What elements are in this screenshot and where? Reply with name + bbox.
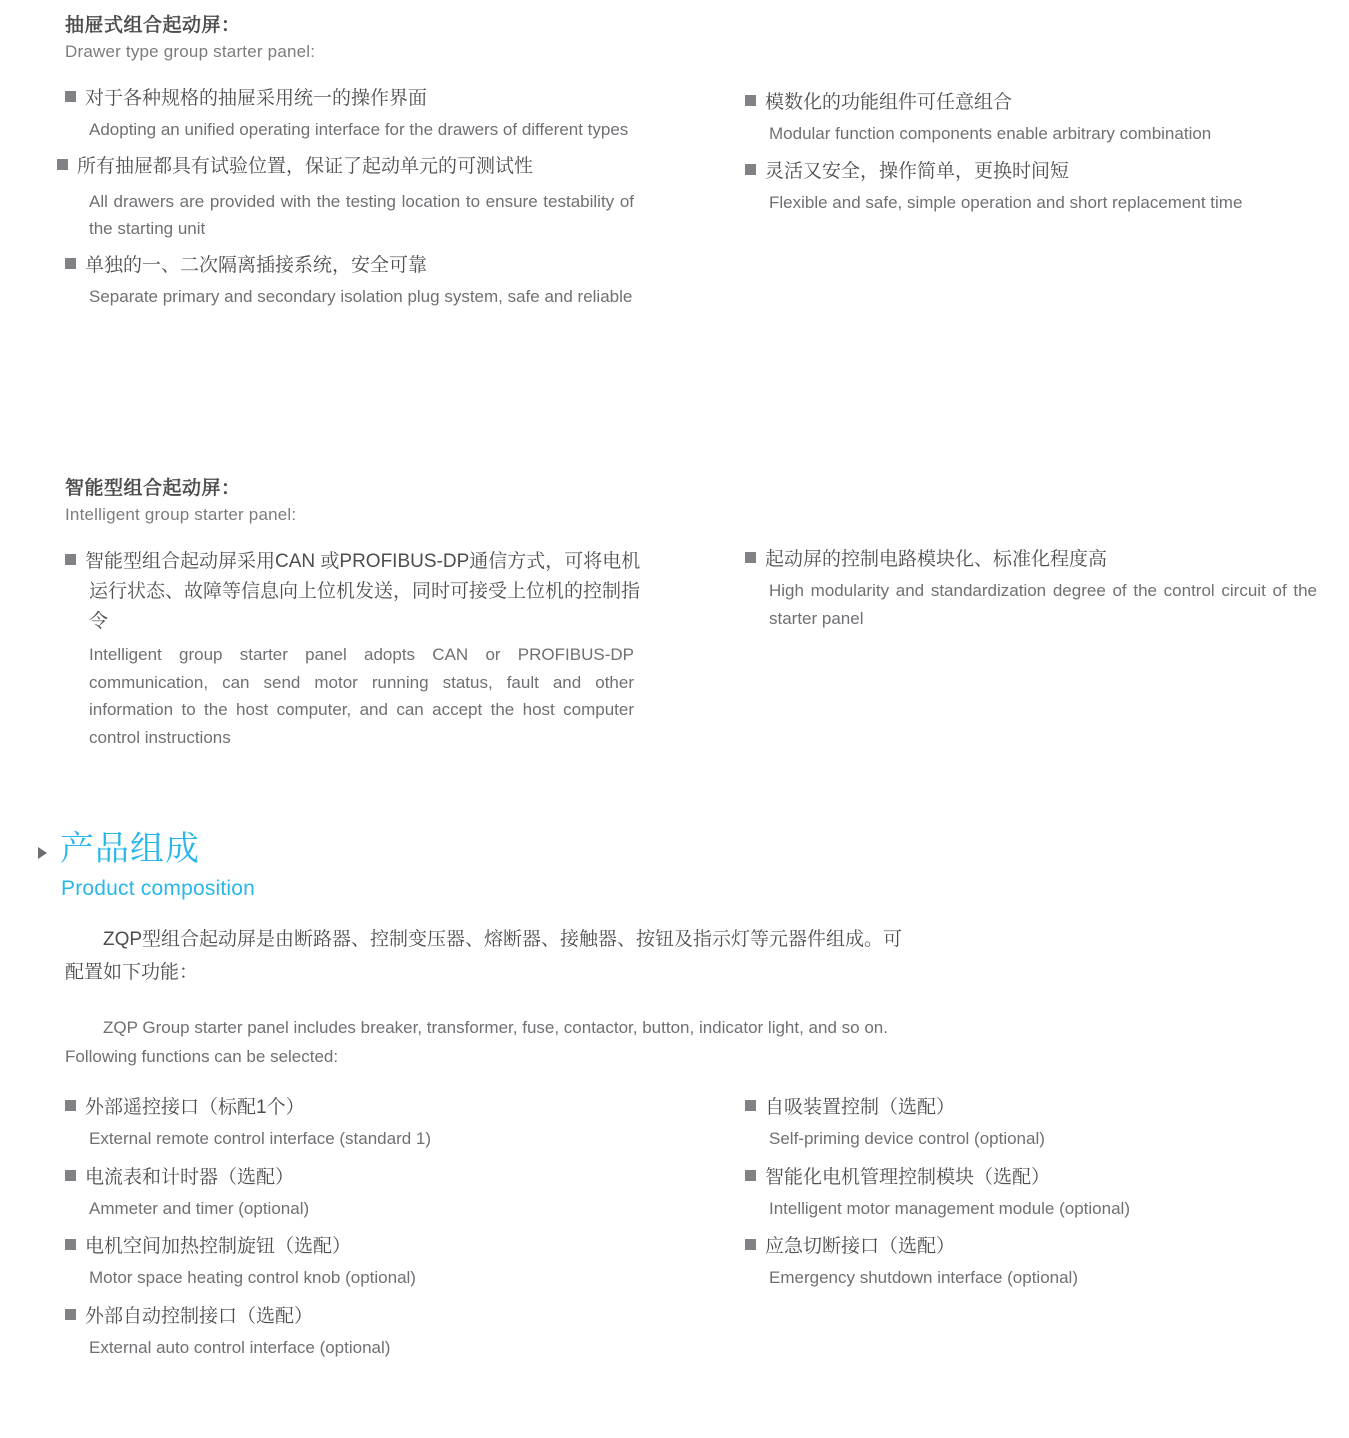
product-section-left: [65, 1093, 640, 1363]
page-subtitle: Product composition: [61, 876, 256, 900]
page-title: 产品组成: [60, 830, 200, 868]
square-bullet-icon: [745, 164, 756, 175]
product-paragraph-cn: ZQP型组合起动屏是由断路器、控制变压器、熔断器、接触器、按钮及指示灯等元器件组成。可配置如下功能：: [65, 929, 903, 983]
list-item: [65, 1093, 640, 1153]
product-paragraph-en: ZQP Group starter panel includes breaker, transformer, fuse, contactor, button, indicator light, and so on. Following functions can be selected:: [65, 1018, 888, 1067]
square-bullet-icon: [745, 95, 756, 106]
square-bullet-icon: [65, 91, 76, 102]
bullet-line: [65, 84, 640, 114]
bullet-label-cn: 模数化的功能组件可任意组合: [765, 92, 1013, 113]
bullet-label-en: Flexible and safe, simple operation and short replacement time: [769, 192, 1243, 212]
bullet-label-en: All drawers are provided with the testing location to ensure testability of the starting unit: [89, 191, 634, 239]
list-item: [65, 251, 640, 311]
intelligent-title-en: Intelligent group starter panel:: [65, 505, 297, 524]
bullet-line: [65, 1302, 640, 1332]
list-item: [65, 1232, 640, 1292]
square-bullet-icon: [745, 1239, 756, 1250]
bullet-label-en: Modular function components enable arbitrary combination: [769, 124, 1212, 144]
square-bullet-icon: [65, 1170, 76, 1181]
bullet-line: [65, 1163, 640, 1193]
bullet-label-en: Separate primary and secondary isolation plug system, safe and reliable: [89, 286, 633, 306]
square-bullet-icon: [65, 258, 76, 269]
bullet-label-cn: 智能化电机管理控制模块（选配）: [765, 1166, 1051, 1188]
bullet-label-cn: 所有抽屉都具有试验位置，保证了起动单元的可测试性: [77, 155, 534, 177]
bullet-label-cn: 智能型组合起动屏采用CAN 或PROFIBUS-DP通信方式，可将电机运行状态、故障等信息向上位机发送，同时可接受上位机的控制指令: [85, 551, 641, 633]
square-bullet-icon: [745, 1170, 756, 1181]
list-item: [745, 545, 1315, 632]
bullet-line: [65, 251, 640, 281]
square-bullet-icon: [65, 554, 76, 565]
bullet-line: [745, 88, 1315, 118]
bullet-line: [745, 545, 1315, 575]
square-bullet-icon: [745, 1100, 756, 1111]
bullet-label-cn: 灵活又安全，操作简单，更换时间短: [765, 160, 1070, 182]
list-item: [745, 1093, 1315, 1153]
square-bullet-icon: [65, 1309, 76, 1320]
bullet-label-cn: 电机空间加热控制旋钮（选配）: [85, 1236, 352, 1258]
drawer-section-right: [745, 88, 1315, 218]
product-composition-heading: [36, 828, 736, 901]
product-paragraph-cn-wrap: [65, 924, 910, 989]
bullet-label-cn: 单独的一、二次隔离插接系统，安全可靠: [85, 254, 428, 276]
bullet-label-en: High modularity and standardization degree of the control circuit of the starter panel: [769, 581, 1317, 628]
square-bullet-icon: [57, 159, 68, 170]
bullet-label-en: Adopting an unified operating interface for the drawers of different types: [89, 120, 629, 140]
bullet-label-en: Motor space heating control knob (optional): [89, 1268, 416, 1288]
intelligent-title-cn: 智能型组合起动屏：: [65, 478, 241, 499]
bullet-line: [65, 1093, 640, 1123]
drawer-section-left: [65, 10, 640, 312]
bullet-label-en: Emergency shutdown interface (optional): [769, 1268, 1078, 1288]
bullet-line: [745, 157, 1315, 187]
bullet-label-cn: 外部遥控接口（标配1个）: [85, 1097, 305, 1118]
bullet-label-en: External auto control interface (optional): [89, 1337, 391, 1357]
bullet-line: [65, 547, 644, 637]
square-bullet-icon: [745, 552, 756, 563]
intelligent-section-right: [745, 545, 1315, 634]
bullet-label-en: Ammeter and timer (optional): [89, 1198, 310, 1218]
list-item: [745, 157, 1315, 217]
bullet-line: [745, 1163, 1315, 1193]
bullet-label-cn: 应急切断接口（选配）: [765, 1236, 956, 1258]
triangle-arrow-icon: [38, 847, 47, 859]
list-item: [745, 88, 1315, 148]
bullet-label-cn: 电流表和计时器（选配）: [85, 1166, 295, 1188]
list-item: [745, 1163, 1315, 1223]
product-paragraph-en-wrap: [65, 1013, 890, 1071]
bullet-label-en: Self-priming device control (optional): [769, 1129, 1045, 1149]
bullet-label-en: External remote control interface (standard 1): [89, 1129, 432, 1149]
list-item: [65, 84, 640, 144]
bullet-label-cn: 自吸装置控制（选配）: [765, 1097, 956, 1118]
bullet-line: [65, 1232, 640, 1262]
intelligent-section-left: [65, 473, 640, 753]
product-section-right: [745, 1093, 1315, 1294]
square-bullet-icon: [65, 1239, 76, 1250]
bullet-line: [745, 1232, 1315, 1262]
square-bullet-icon: [65, 1100, 76, 1111]
bullet-label-en: Intelligent motor management module (optional): [769, 1198, 1130, 1218]
bullet-label-cn: 对于各种规格的抽屉采用统一的操作界面: [85, 88, 428, 109]
list-item: [65, 152, 640, 243]
list-item: [745, 1232, 1315, 1292]
drawer-title-cn: 抽屉式组合起动屏：: [65, 15, 241, 36]
list-item: [65, 1302, 640, 1362]
bullet-label-cn: 外部自动控制接口（选配）: [85, 1305, 314, 1327]
drawer-title-en: Drawer type group starter panel:: [65, 42, 316, 61]
bullet-line: [57, 152, 640, 182]
bullet-line: [745, 1093, 1315, 1123]
list-item: [65, 547, 640, 751]
list-item: [65, 1163, 640, 1223]
bullet-label-en: Intelligent group starter panel adopts CAN or PROFIBUS-DP communication, can send motor running status, fault and other information to the host computer, and can accept the host computer control instructions: [89, 645, 634, 747]
bullet-label-cn: 起动屏的控制电路模块化、标准化程度高: [765, 549, 1108, 570]
